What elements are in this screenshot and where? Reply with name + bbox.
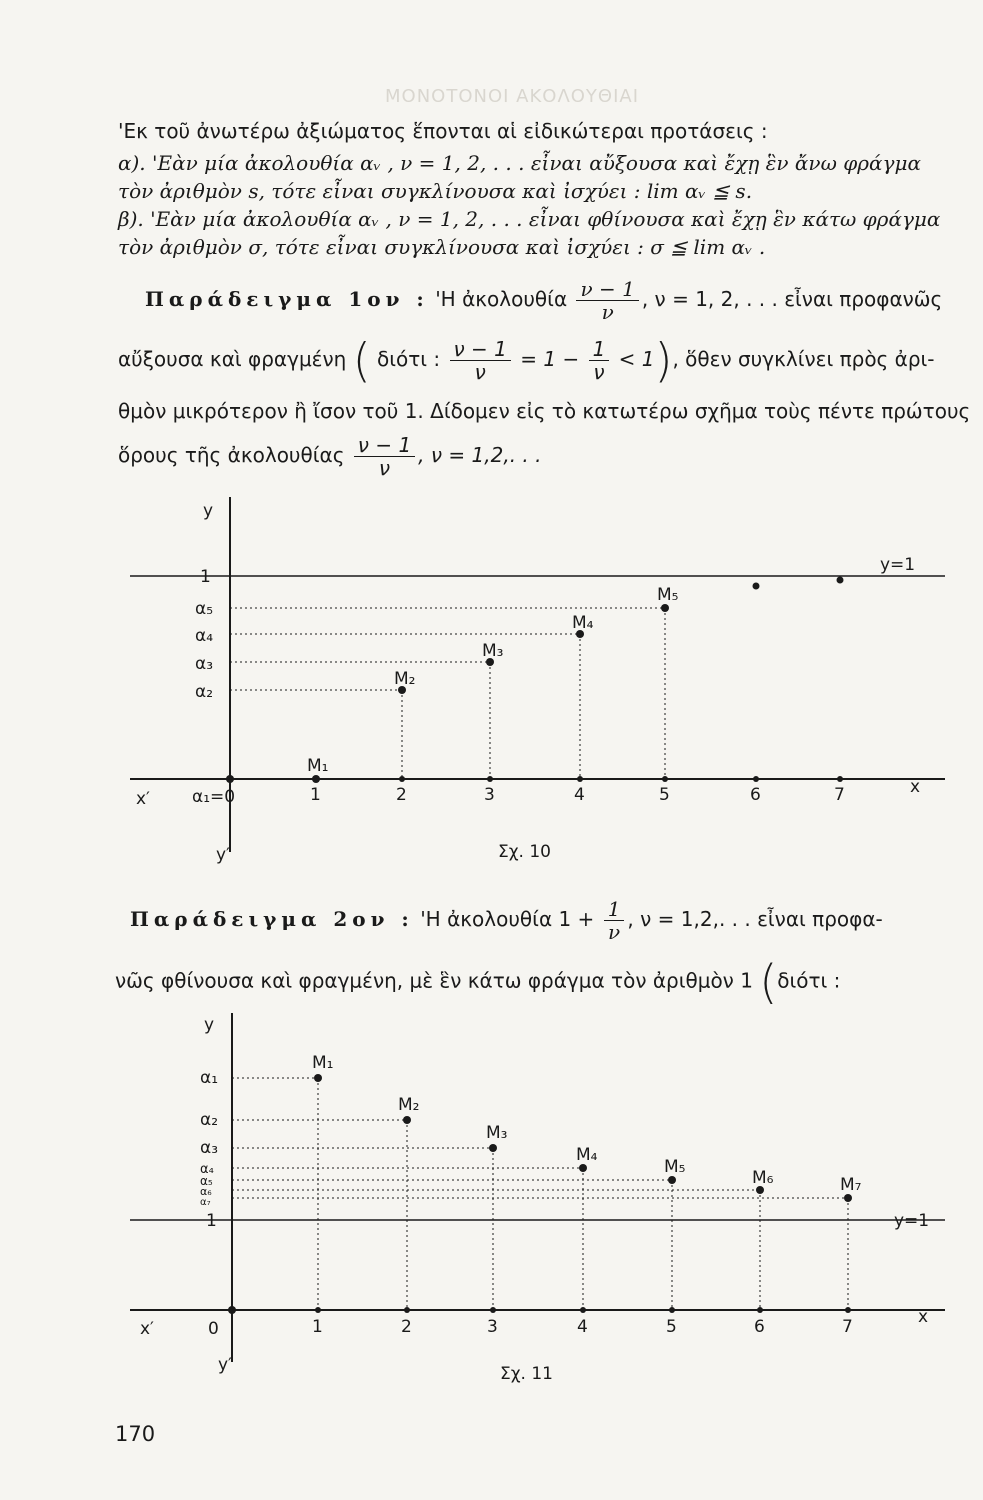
example1-frac2b-num: 1	[589, 338, 610, 361]
fig11-y-label: y	[204, 1015, 215, 1035]
running-head-showthrough: ΜΟΝΟΤΟΝΟΙ ΑΚΟΛΟΥΘΙΑΙ	[385, 86, 640, 107]
fig10-label-m1: M₁	[307, 756, 329, 776]
fig10-label-m5: M₅	[657, 585, 679, 605]
example1-frac2b-den: ν	[593, 360, 605, 384]
fig10-label-m4: M₄	[572, 613, 594, 633]
example1-frac2a-den: ν	[474, 360, 486, 384]
fig11-label-m6: M₆	[752, 1168, 774, 1188]
right-paren: )	[654, 333, 673, 388]
prop-b-line2: τὸν ἀριθμὸν σ, τότε εἶναι συγκλίνουσα καὶ ἰσχύει : σ ≦ lim αᵥ .	[118, 235, 766, 259]
fig10-ytick-1: 1	[200, 567, 211, 587]
fig11-label-m1: M₁	[312, 1053, 334, 1073]
fig11-xtick-2: 2	[401, 1317, 412, 1337]
example2-dioti: διότι :	[777, 968, 841, 993]
fig10-asymptote-label: y=1	[880, 555, 916, 575]
example1-frac2a-num: ν − 1	[450, 338, 511, 361]
example1-frac4-num: ν − 1	[354, 434, 415, 457]
intro-line: 'Εκ τοῦ ἀνωτέρω ἀξιώματος ἕπονται αἱ εἰδικώτεραι προτάσεις :	[118, 119, 768, 143]
left-paren: (	[352, 333, 371, 388]
fig11-origin-dot	[228, 1306, 236, 1314]
prop-a-line1: α). 'Εὰν μία ἀκολουθία αᵥ , ν = 1, 2, . . . εἶναι αὔξουσα καὶ ἔχῃ ἓν ἄνω φράγμα	[118, 151, 921, 175]
fig10-ytick-a2: α₂	[195, 682, 214, 702]
fig10-origin-label: α₁=0	[192, 787, 236, 807]
fig11-label-m5: M₅	[664, 1157, 686, 1177]
fig10-xtick-5: 5	[659, 785, 670, 805]
fig10-xtick-6: 6	[750, 785, 761, 805]
fig10-xtick-1: 1	[310, 785, 321, 805]
fig10-xtick-2: 2	[396, 785, 407, 805]
fig11-ytick-a4: α₄	[200, 1162, 214, 1177]
fig10-y-label: y	[203, 501, 214, 521]
fig11-point-m1	[314, 1074, 322, 1082]
fig11-label-m2: M₂	[398, 1095, 420, 1115]
example1-line2-b: , ὅθεν συγκλίνει πρὸς ἀρι-	[672, 347, 935, 371]
fig11-point-m5	[668, 1176, 676, 1184]
example2-frac-num: 1	[604, 898, 625, 921]
example2-text2: , ν = 1,2,. . . εἶναι προφα-	[627, 907, 883, 931]
fig11-xtick-4: 4	[577, 1317, 588, 1337]
fig11-tick-dot-4	[580, 1307, 586, 1313]
fig11-tick-dot-6	[757, 1307, 763, 1313]
fig11-ytick-a1: α₁	[200, 1068, 219, 1088]
fig11-ytick-a5: α₅	[200, 1174, 213, 1188]
fig11-xtick-3: 3	[487, 1317, 498, 1337]
fig10-xtick-7: 7	[834, 785, 845, 805]
example1-text2: , ν = 1, 2, . . . εἶναι προφανῶς	[641, 287, 943, 311]
fig11-tick-dot-1	[315, 1307, 321, 1313]
page-number: 170	[115, 1422, 156, 1446]
fig10-x-label: x	[910, 777, 921, 797]
fig10-xtick-3: 3	[484, 785, 495, 805]
example1-frac-den: ν	[601, 300, 614, 324]
fig11-tick-dot-2	[404, 1307, 410, 1313]
fig10-ytick-a5: α₅	[195, 599, 214, 619]
example1-line4-a: ὅρους τῆς ἀκολουθίας	[118, 443, 345, 467]
fig10-label-m2: M₂	[394, 669, 416, 689]
fig11-label-m7: M₇	[840, 1175, 862, 1195]
example1-line4-b: , ν = 1,2,. . .	[418, 443, 542, 467]
example2-heading: Παράδειγμα 2ον :	[130, 907, 414, 931]
fig11-tick-dot-5	[669, 1307, 675, 1313]
example2-line2-text: νῶς φθίνουσα καὶ φραγμένη, μὲ ἓν κάτω φράγμα τὸν ἀριθμὸν 1	[115, 968, 753, 993]
example2-frac-den: ν	[607, 920, 621, 944]
example1-eq: = 1 −	[520, 347, 580, 371]
example1-lt: < 1	[618, 347, 655, 371]
fig11-xtick-1: 1	[312, 1317, 323, 1337]
fig11-x-neg-label: x′	[140, 1319, 154, 1339]
fig11-point-m3	[489, 1144, 497, 1152]
prop-b-line1: β). 'Εὰν μία ἀκολουθία αᵥ , ν = 1, 2, . . . εἶναι φθίνουσα καὶ ἔχῃ ἓν κάτω φράγμα	[118, 207, 941, 231]
example1-text1: 'Η ἀκολουθία	[435, 287, 568, 311]
fig11-ytick-a3: α₃	[200, 1138, 219, 1158]
fig11-dotted-guides	[232, 1078, 848, 1310]
fig11-origin-label: 0	[208, 1319, 219, 1339]
fig10-ytick-a4: α₄	[195, 626, 214, 646]
fig11-xtick-6: 6	[754, 1317, 765, 1337]
fig10-x-neg-label: x′	[136, 789, 150, 809]
example2-text1: 'Η ἀκολουθία 1 +	[420, 907, 595, 931]
prop-a-line2: τὸν ἀριθμὸν s, τότε εἶναι συγκλίνουσα καὶ ἰσχύει : lim αᵥ ≦ s.	[118, 179, 753, 203]
fig10-caption: Σχ. 10	[498, 842, 552, 862]
example1-heading: Παράδειγμα 1ον :	[145, 287, 429, 311]
example1-line2-a: αὔξουσα καὶ φραγμένη	[118, 347, 347, 371]
fig11-ytick-a7: α₇	[200, 1197, 211, 1208]
example1-line3: θμὸν μικρότερον ἢ ἴσον τοῦ 1. Δίδομεν εἰς τὸ κατωτέρω σχῆμα τοὺς πέντε πρώτους	[118, 399, 971, 423]
fig10-y-neg-label: y′	[216, 845, 230, 865]
example2-left-paren: (	[759, 955, 778, 1009]
example1-frac4-den: ν	[378, 456, 391, 480]
fig11-caption: Σχ. 11	[500, 1364, 554, 1384]
fig11-tick-dot-7	[845, 1307, 851, 1313]
fig11-tick-dot-3	[490, 1307, 496, 1313]
fig11-asymptote-label: y=1	[894, 1211, 930, 1231]
example1-frac-num: ν − 1	[576, 278, 638, 301]
fig11-ytick-1: 1	[206, 1211, 217, 1231]
fig11-xtick-7: 7	[842, 1317, 853, 1337]
fig11-y-neg-label: y′	[218, 1355, 232, 1375]
fig11-ytick-a6: α₆	[200, 1185, 212, 1198]
fig10-ytick-a3: α₃	[195, 654, 214, 674]
fig11-point-m4	[579, 1164, 587, 1172]
fig11-point-m2	[403, 1116, 411, 1124]
fig11-point-m7	[844, 1194, 852, 1202]
fig11-label-m4: M₄	[576, 1145, 598, 1165]
fig10-xtick-4: 4	[574, 785, 585, 805]
fig11-ytick-a2: α₂	[200, 1110, 219, 1130]
fig11-x-label: x	[918, 1307, 929, 1327]
example1-dioti: διότι :	[377, 347, 441, 371]
fig11-label-m3: M₃	[486, 1123, 508, 1143]
fig11-xtick-5: 5	[666, 1317, 677, 1337]
fig10-label-m3: M₃	[482, 641, 504, 661]
